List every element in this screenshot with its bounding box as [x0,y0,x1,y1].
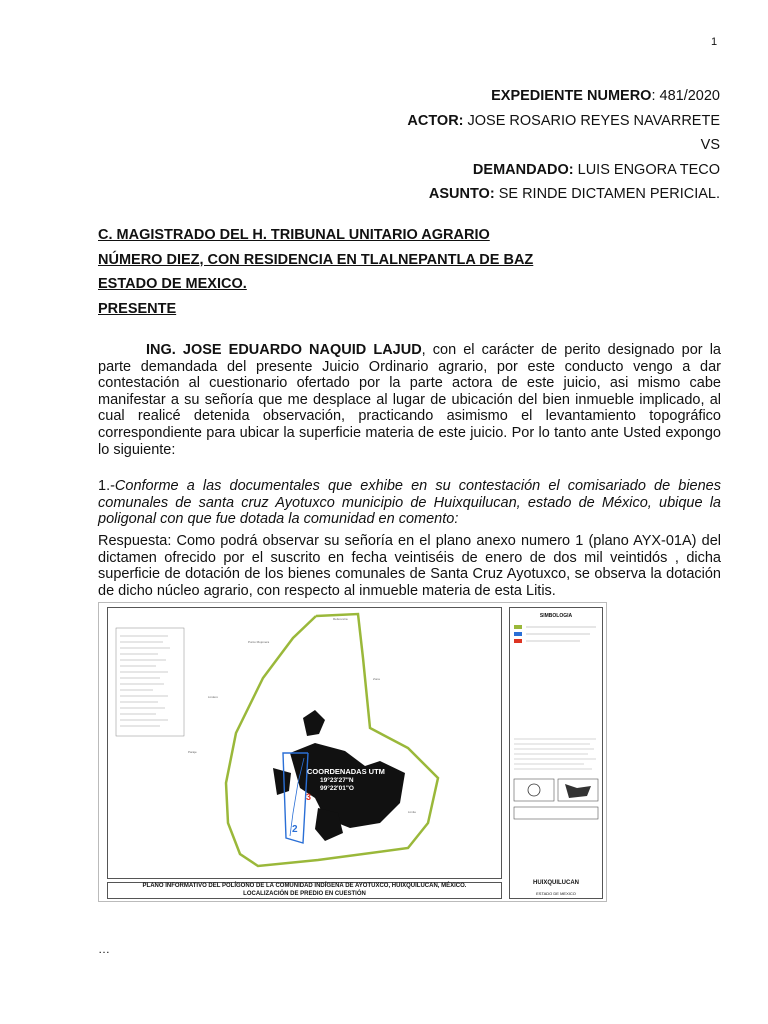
question-paragraph: 1.-Conforme a las documentales que exhibe en su contestación el comisariado de bienes comunales de santa cruz Ayotuxco municipio de Huixquilucan, estado de México, ubique la poligonal con que fue dotada la comunidad en comento: [98,478,721,528]
map-figure [98,602,607,902]
intro-paragraph: ING. JOSE EDUARDO NAQUID LAJUD, con el carácter de perito designado por la parte demandada del presente Juicio Ordinario agrario, por este conducto vengo a dar contestación al cuestionario ofertado por la parte actora de este juicio, asi mismo cabe manifestar a su señoría que me desplace al lugar de ubicación del bien inmueble implicado, al cual realicé detenida observación, practicando asimismo el levantamiento topográfico correspondiente para ubicar la superficie materia de este juicio. Por lo tanto ante Usted expongo lo siguiente: [98,342,721,458]
point-label-3: 3 [306,792,312,802]
legend-panel [509,607,603,899]
map-plan [107,607,502,879]
map-caption: PLANO INFORMATIVO DEL POLÍGONO DE LA COMUNIDAD INDÍGENA DE AYOTUXCO, HUIXQUILUCAN, MÉXICO. LOCALIZACIÓN DE PREDIO EN CUESTIÓN [107,882,502,899]
svg-text:Punto Mojonera: Punto Mojonera [248,640,270,644]
page-number: 1 [711,36,718,48]
coord-w: 99°22'01"O [320,785,354,792]
svg-text:Paraje: Paraje [188,750,197,754]
coords-title: COORDENADAS UTM [307,767,385,776]
answer-paragraph: Respuesta: Como podrá observar su señoría en el plano anexo numero 1 (plano AYX-01A) del dictamen ofrecido por el suscrito en fecha veintiséis de enero de dos mil veintidós , dicha superficie de dotación de los bienes comunales de Santa Cruz Ayotuxco, se observa la dotación de dicho núcleo agrario, con respecto al inmueble materia de esta Litis. [98,533,721,599]
actor-line: ACTOR: JOSE ROSARIO REYES NAVARRETE [407,112,720,129]
legend-title: SIMBOLOGIA [539,613,573,619]
continuation-ellipsis: … [98,942,110,956]
point-label-2: 2 [292,824,298,835]
legend-symbols [510,619,602,839]
svg-text:Limite: Limite [408,810,417,814]
expediente-line: EXPEDIENTE NUMERO: 481/2020 [491,88,720,104]
vs-line: VS [700,137,720,153]
legend-state: ESTADO DE MEXICO [536,891,576,896]
svg-text:Lindero: Lindero [208,695,219,699]
svg-text:Referencia: Referencia [333,617,348,621]
addressee-block: C. MAGISTRADO DEL H. TRIBUNAL UNITARIO AGRARIO NÚMERO DIEZ, CON RESIDENCIA EN TLALNEPANTLA DE BAZ ESTADO DE MEXICO. PRESENTE [98,227,534,317]
map-drawing [108,608,501,878]
demandado-line: DEMANDADO: LUIS ENGORA TECO [472,161,720,178]
svg-text:Zona: Zona [373,677,380,681]
asunto-line: ASUNTO: SE RINDE DICTAMEN PERICIAL. [428,186,720,202]
coord-n: 19°23'27"N [320,777,354,784]
case-header [407,84,720,207]
expert-name: ING. JOSE EDUARDO NAQUID LAJUD [146,342,422,358]
legend-place: HUIXQUILUCAN [533,880,579,886]
